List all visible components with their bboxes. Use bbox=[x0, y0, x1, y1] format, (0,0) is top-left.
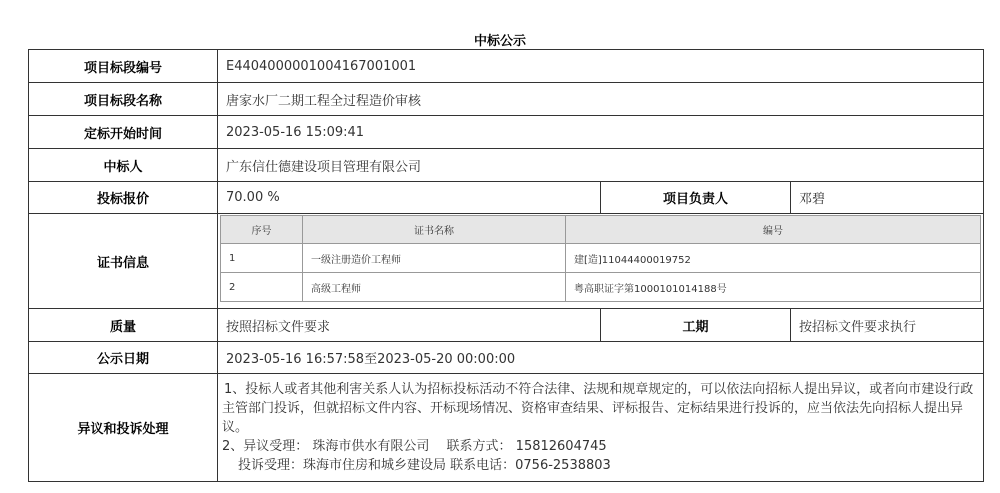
label-notice-date: 公示日期 bbox=[29, 342, 218, 374]
row-notice-date bbox=[29, 342, 984, 374]
cert-name: 一级注册造价工程师 bbox=[303, 244, 566, 273]
value-start-time: 2023-05-16 15:09:41 bbox=[218, 116, 984, 149]
cert-header-index: 序号 bbox=[221, 216, 303, 244]
row-quality bbox=[29, 309, 984, 342]
cert-number: 建[造]11044400019752 bbox=[566, 244, 981, 273]
row-bid-price bbox=[29, 182, 984, 214]
row-section-no bbox=[29, 50, 984, 83]
value-bid-price: 70.00 % bbox=[218, 182, 601, 214]
label-quality: 质量 bbox=[29, 309, 218, 342]
objection-line-2: 2、异议受理： 珠海市供水有限公司 联系方式： 15812604745 bbox=[222, 439, 607, 454]
value-section-name: 唐家水厂二期工程全过程造价审核 bbox=[218, 83, 984, 116]
label-manager: 项目负责人 bbox=[601, 182, 791, 214]
label-objection: 异议和投诉处理 bbox=[29, 374, 218, 482]
cert-name: 高级工程师 bbox=[303, 273, 566, 302]
page-title: 中标公示 bbox=[473, 34, 526, 49]
cert-cell bbox=[218, 214, 984, 309]
row-start-time bbox=[29, 116, 984, 149]
objection-line-3: 投诉受理：珠海市住房和城乡建设局 联系电话：0756-2538803 bbox=[238, 458, 611, 473]
value-quality: 按照招标文件要求 bbox=[218, 309, 601, 342]
label-start-time: 定标开始时间 bbox=[29, 116, 218, 149]
row-objection bbox=[29, 374, 984, 482]
table-row bbox=[221, 244, 981, 273]
cert-index: 1 bbox=[221, 244, 303, 273]
row-cert bbox=[29, 214, 984, 309]
value-manager: 邓碧 bbox=[791, 182, 984, 214]
row-winner bbox=[29, 149, 984, 182]
label-bid-price: 投标报价 bbox=[29, 182, 218, 214]
row-section-name bbox=[29, 83, 984, 116]
cert-number: 粤高职证字第1000101014188号 bbox=[566, 273, 981, 302]
label-winner: 中标人 bbox=[29, 149, 218, 182]
cert-header-name: 证书名称 bbox=[303, 216, 566, 244]
objection-line-1: 1、投标人或者其他利害关系人认为招标投标活动不符合法律、法规和规章规定的，可以依法向招标人提出异议，或者向市建设行政主管部门投诉，但就招标文件内容、开标现场情况、资格审查结果、评标报告、定标结果进行投诉的，应当依法先向招标人提出异议。 bbox=[222, 382, 974, 435]
cert-table bbox=[220, 215, 981, 302]
label-cert: 证书信息 bbox=[29, 214, 218, 309]
value-notice-date: 2023-05-16 16:57:58至2023-05-20 00:00:00 bbox=[218, 342, 984, 374]
label-duration: 工期 bbox=[601, 309, 791, 342]
cert-index: 2 bbox=[221, 273, 303, 302]
label-section-no: 项目标段编号 bbox=[29, 50, 218, 83]
value-winner: 广东信仕德建设项目管理有限公司 bbox=[218, 149, 984, 182]
cert-header-number: 编号 bbox=[566, 216, 981, 244]
value-section-no: E4404000001004167001001 bbox=[218, 50, 984, 83]
objection-text bbox=[218, 374, 984, 482]
table-row bbox=[221, 273, 981, 302]
value-duration: 按招标文件要求执行 bbox=[791, 309, 984, 342]
label-section-name: 项目标段名称 bbox=[29, 83, 218, 116]
cert-table-header bbox=[221, 216, 981, 244]
award-notice-table bbox=[28, 49, 984, 482]
